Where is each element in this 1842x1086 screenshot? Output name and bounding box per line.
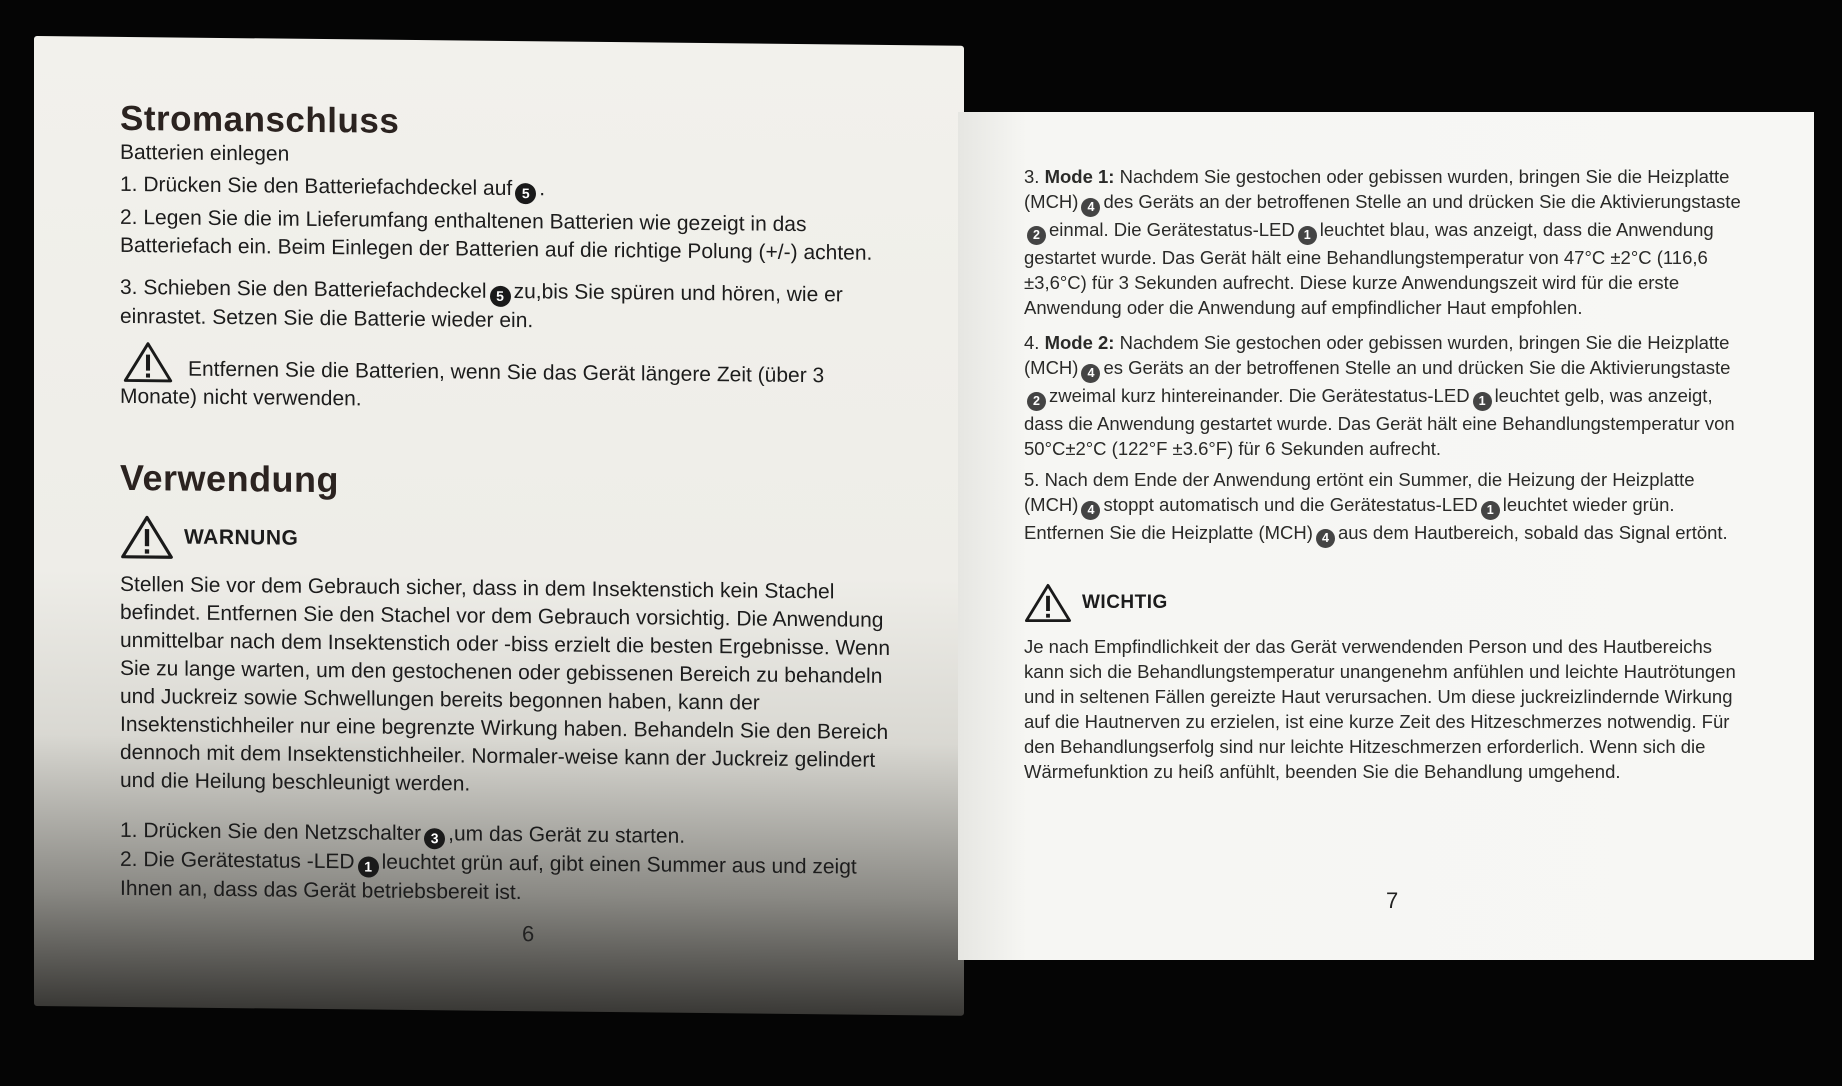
warning-text: Stellen Sie vor dem Gebrauch sicher, dass in dem Insektenstich kein Stachel befindet. Entfernen Sie den Stachel vor dem Gebrauch vorsichtig. Die Anwendung unmittelbar nach dem Insektenstich oder -biss erzielt die besten Ergebnisse. Wenn Sie zu lange warten, um den gestochenen oder gebissenen Bereich zu behandeln und Juckreiz sowie Schwellungen bereits begonnen haben, kann der Insektenstichheiler nur eine begrenzte Wirkung haben. Behandeln Sie den Bereich dennoch mit dem Insektenstichheiler. Normaler-weise kann der Juckreiz gelindert und die Heilung beschleunigt werden. — [120, 572, 891, 796]
step-3: 3. Schieben Sie den Batteriefachdeckel 5 zu,bis Sie spüren und hören, wie er einrastet. Setzen Sie die Batterie wieder ein. — [120, 275, 843, 333]
badge-3: 3 — [424, 828, 445, 849]
right-page — [958, 112, 1814, 960]
badge-1: 1 — [358, 856, 379, 877]
heading-stromanschluss: Stromanschluss — [120, 98, 400, 141]
mode-2-paragraph: 4. Mode 2: Nachdem Sie gestochen oder gebissen wurden, bringen Sie die Heizplatte (MCH) 4 es Geräts an der betroffenen Stelle an und drücken Sie die Aktivierungstaste2 zweimal kurz hintereinander. Die Gerätestatus-LED 1 leuchtet gelb, was anzeigt, dass die Anwendung gestartet wurde. Das Gerät hält eine Behandlungstemperatur von 50°C±2°C (122°F ±3.6°F) für 6 Sekunden aufrecht. — [1024, 332, 1735, 459]
badge-2: 2 — [1027, 392, 1046, 411]
badge-4: 4 — [1081, 198, 1100, 217]
page-number-right: 7 — [1386, 888, 1399, 913]
heading-verwendung: Verwendung — [120, 456, 340, 501]
end-paragraph: 5. Nach dem Ende der Anwendung ertönt ein Summer, die Heizung der Heizplatte (MCH) 4 stoppt automatisch und die Gerätestatus-LED 1 leuchtet wieder grün. Entfernen Sie die Heizplatte (MCH) 4 aus dem Hautbereich, sobald das Signal ertönt. — [1024, 467, 1754, 548]
left-page — [34, 36, 964, 1016]
subheading-batterien: Batterien einlegen — [120, 140, 290, 166]
badge-1: 1 — [1298, 226, 1317, 245]
badge-2: 2 — [1027, 226, 1046, 245]
page-number-left: 6 — [522, 921, 535, 947]
important-label: WICHTIG — [1082, 592, 1168, 613]
important-header — [1024, 582, 1754, 624]
important-text: Je nach Empfindlichkeit der das Gerät verwendenden Person und des Hautbereichs kann sich die Behandlungstemperatur unangenehm anfühlen und leichte Hautrötungen und in seltenen Fällen gereizte Haut verursachen. Um diese juckreizlindernde Wirkung auf die Hautnerven zu erzielen, ist eine kurze Zeit des Hitzeschmerzes notwendig. Für den Behandlungserfolg sind nur leichte Hitzeschmerzen erforderlich. Wenn sich die Wärmefunktion zu heiß anfühlt, beenden Sie die Behandlung umgehend. — [1024, 636, 1736, 782]
badge-5: 5 — [515, 183, 536, 204]
badge-1: 1 — [1473, 392, 1492, 411]
use-step-2: 2. Die Gerätestatus -LED 1 leuchtet grün auf, gibt einen Summer aus und zeigt Ihnen an, dass das Gerät betriebsbereit ist. — [120, 847, 857, 905]
warning-triangle-icon — [120, 341, 176, 384]
badge-4: 4 — [1316, 529, 1335, 548]
badge-4: 4 — [1081, 501, 1100, 520]
warning-triangle-icon — [1024, 582, 1072, 624]
badge-5: 5 — [490, 286, 511, 307]
badge-4: 4 — [1081, 364, 1100, 383]
mode-1-paragraph: 3. Mode 1: Nachdem Sie gestochen oder gebissen wurden, bringen Sie die Heizplatte (MCH) 4 des Geräts an der betroffenen Stelle an und drücken Sie die Aktivierungstaste2 einmal. Die Gerätestatus-LED 1 leuchtet blau, was anzeigt, dass die Anwendung gestartet wurde. Das Gerät hält eine Behandlungstemperatur von 47°C ±2°C (116,6 ±3,6°C) für 3 Sekunden aufrecht. Diese kurze Anwendungszeit wird für die erste Anwendung oder die Anwendung auf empfindlicher Haut empfohlen. — [1024, 166, 1741, 318]
step-1: 1. Drücken Sie den Batteriefachdeckel auf 5 . — [120, 171, 904, 208]
warning-triangle-icon — [120, 513, 174, 562]
step-2: 2. Legen Sie die im Lieferumfang enthaltenen Batterien wie gezeigt in das Batteriefach ein. Beim Einlegen der Batterien auf die richtige Polung (+/-) achten. — [120, 205, 873, 265]
use-step-1: 1. Drücken Sie den Netzschalter 3 ,um das Gerät zu starten. — [120, 818, 686, 848]
warning-header — [120, 513, 904, 569]
badge-1: 1 — [1481, 501, 1500, 520]
warning-label: WARNUNG — [184, 525, 299, 550]
caution-note: Entfernen Sie die Batterien, wenn Sie das Gerät längere Zeit (über 3 Monate) nicht verwenden. — [120, 341, 904, 419]
